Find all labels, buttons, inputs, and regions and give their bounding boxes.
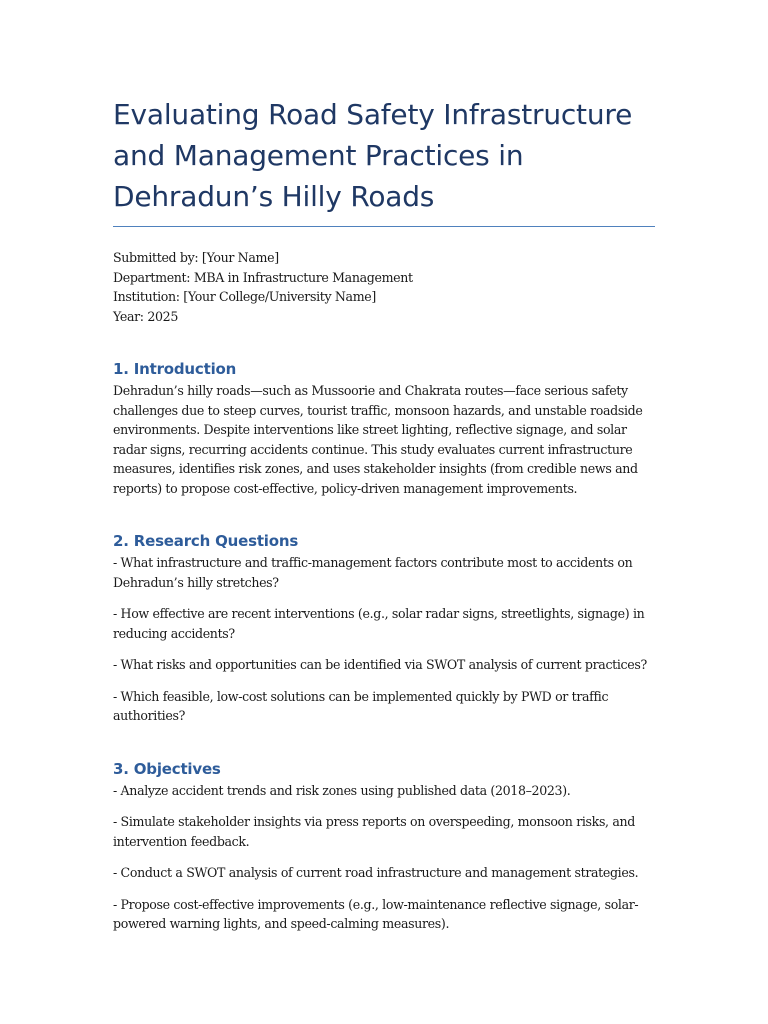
research-question-item: - What infrastructure and traffic-management factors contribute most to accidents on Dehradun’s hilly stretches? (113, 555, 633, 590)
objective-item: - Analyze accident trends and risk zones using published data (2018–2023). (113, 782, 571, 798)
introduction-heading: 1. Introduction (113, 360, 237, 378)
department: Department: MBA in Infrastructure Management (113, 269, 413, 285)
institution: Institution: [Your College/University Name] (113, 289, 376, 304)
document-title: Evaluating Road Safety Infrastructure and Management Practices in Dehradun’s Hilly Roads (113, 98, 633, 213)
objective-item: - Simulate stakeholder insights via press reports on overspeeding, monsoon risks, and intervention feedback. (113, 814, 635, 849)
research-question-item: - How effective are recent interventions (e.g., solar radar signs, streetlights, signage) in reducing accidents? (113, 606, 645, 641)
document-page (113, 94, 655, 934)
objectives-heading: 3. Objectives (113, 759, 221, 778)
introduction-text: Dehradun’s hilly roads—such as Mussoorie and Chakrata routes—face serious safety challenges due to steep curves, tourist traffic, monsoon hazards, and unstable roadside environments. Despite interventions like street lighting, reflective signage, and solar radar signs, recurring accidents continue. This study evaluates current infrastructure measures, identifies risk zones, and uses stakeholder insights (from credible news and reports) to propose cost-effective, policy-driven management improvements. (113, 383, 643, 496)
submitted-by: Submitted by: [Your Name] (113, 250, 279, 265)
submission-details (113, 248, 655, 326)
objective-item: - Conduct a SWOT analysis of current road infrastructure and management strategies. (113, 865, 639, 880)
year: Year: 2025 (113, 308, 178, 324)
objective-item: - Propose cost-effective improvements (e.g., low-maintenance reflective signage, solar-powered warning lights, and speed-calming measures). (113, 896, 639, 931)
title-divider (113, 226, 655, 227)
section-introduction (113, 359, 655, 498)
research-question-item: - What risks and opportunities can be identified via SWOT analysis of current practices? (113, 657, 647, 672)
research-question-item: - Which feasible, low-cost solutions can be implemented quickly by PWD or traffic authorities? (113, 688, 609, 723)
section-research-questions (113, 531, 655, 726)
research-questions-heading: 2. Research Questions (113, 532, 299, 550)
section-objectives (113, 759, 655, 934)
